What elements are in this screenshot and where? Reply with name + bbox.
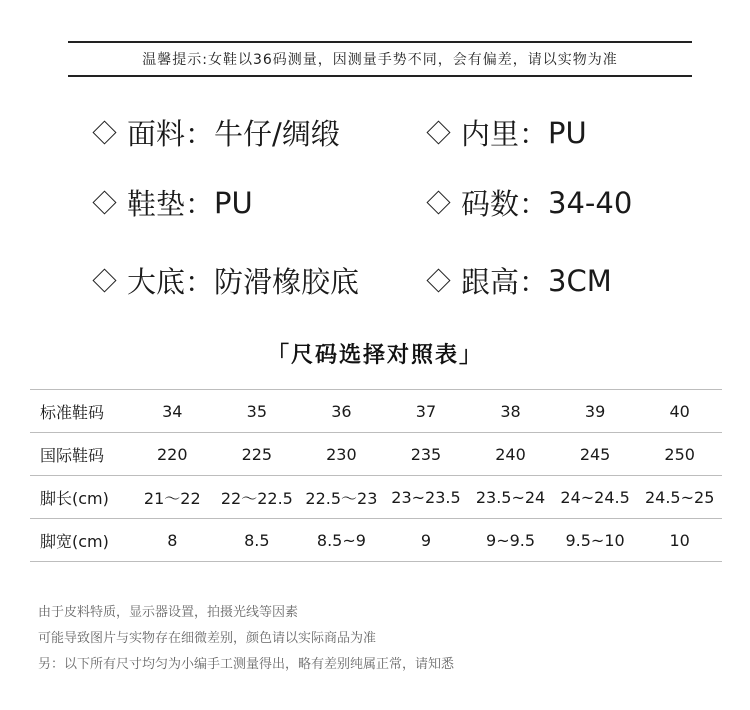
attr-label: 面料： [127,117,215,151]
table-cell: 235 [384,433,469,476]
table-cell: 10 [637,519,722,562]
table-cell: 36 [299,390,384,433]
table-cell: 23.5~24 [468,476,553,519]
attr-value: 3CM [548,263,612,298]
diamond-icon [92,190,116,214]
attr-value: PU [548,115,587,150]
attr-value: PU [214,185,253,220]
row-label: 标准鞋码 [30,390,130,433]
footnotes [38,600,454,678]
notice-banner [68,41,692,77]
attr-heel-height [424,260,612,301]
table-row [30,433,722,476]
attr-label: 内里： [461,117,549,151]
diamond-icon [426,190,450,214]
table-cell: 225 [215,433,300,476]
footnote-line: 由于皮料特质，显示器设置，拍摄光线等因素 [38,605,299,620]
diamond-icon [92,268,116,292]
footnote-line: 另：以下所有尺寸均匀为小编手工测量得出，略有差别纯属正常，请知悉 [38,657,455,672]
table-cell: 250 [637,433,722,476]
notice-text: 温馨提示:女鞋以36码测量，因测量手势不同，会有偏差，请以实物为准 [142,52,618,68]
diamond-icon [92,120,116,144]
attr-label: 跟高： [461,265,549,299]
attr-outsole [90,260,359,301]
table-cell: 9~9.5 [468,519,553,562]
attr-lining [424,112,587,153]
attr-value: 牛仔/绸缎 [214,117,340,151]
table-cell: 37 [384,390,469,433]
table-cell: 220 [130,433,215,476]
attr-label: 大底： [127,265,215,299]
size-table [30,389,722,562]
row-label: 脚长(cm) [30,476,130,519]
table-cell: 8 [130,519,215,562]
table-cell: 230 [299,433,384,476]
attr-insole [90,182,253,223]
attr-value: 34-40 [548,185,633,220]
table-row [30,476,722,519]
table-cell: 8.5 [215,519,300,562]
attr-label: 码数： [461,187,549,221]
table-cell: 24.5~25 [637,476,722,519]
table-cell: 8.5~9 [299,519,384,562]
table-cell: 35 [215,390,300,433]
attr-fabric [90,112,340,153]
size-table-title: 「尺码选择对照表」 [266,343,483,368]
footnote-line: 可能导致图片与实物存在细微差别，颜色请以实际商品为准 [38,631,377,646]
table-cell: 22.5～23 [299,476,384,519]
table-cell: 23~23.5 [384,476,469,519]
table-cell: 21～22 [130,476,215,519]
table-cell: 38 [468,390,553,433]
table-cell: 24~24.5 [553,476,638,519]
table-cell: 39 [553,390,638,433]
table-cell: 40 [637,390,722,433]
attr-sizes [424,182,632,223]
table-cell: 22～22.5 [215,476,300,519]
table-cell: 240 [468,433,553,476]
table-cell: 245 [553,433,638,476]
attr-value: 防滑橡胶底 [214,265,360,299]
table-row [30,390,722,433]
table-cell: 9 [384,519,469,562]
diamond-icon [426,120,450,144]
diamond-icon [426,268,450,292]
table-cell: 9.5~10 [553,519,638,562]
attr-label: 鞋垫： [127,187,215,221]
table-cell: 34 [130,390,215,433]
row-label: 脚宽(cm) [30,519,130,562]
row-label: 国际鞋码 [30,433,130,476]
table-row [30,519,722,562]
